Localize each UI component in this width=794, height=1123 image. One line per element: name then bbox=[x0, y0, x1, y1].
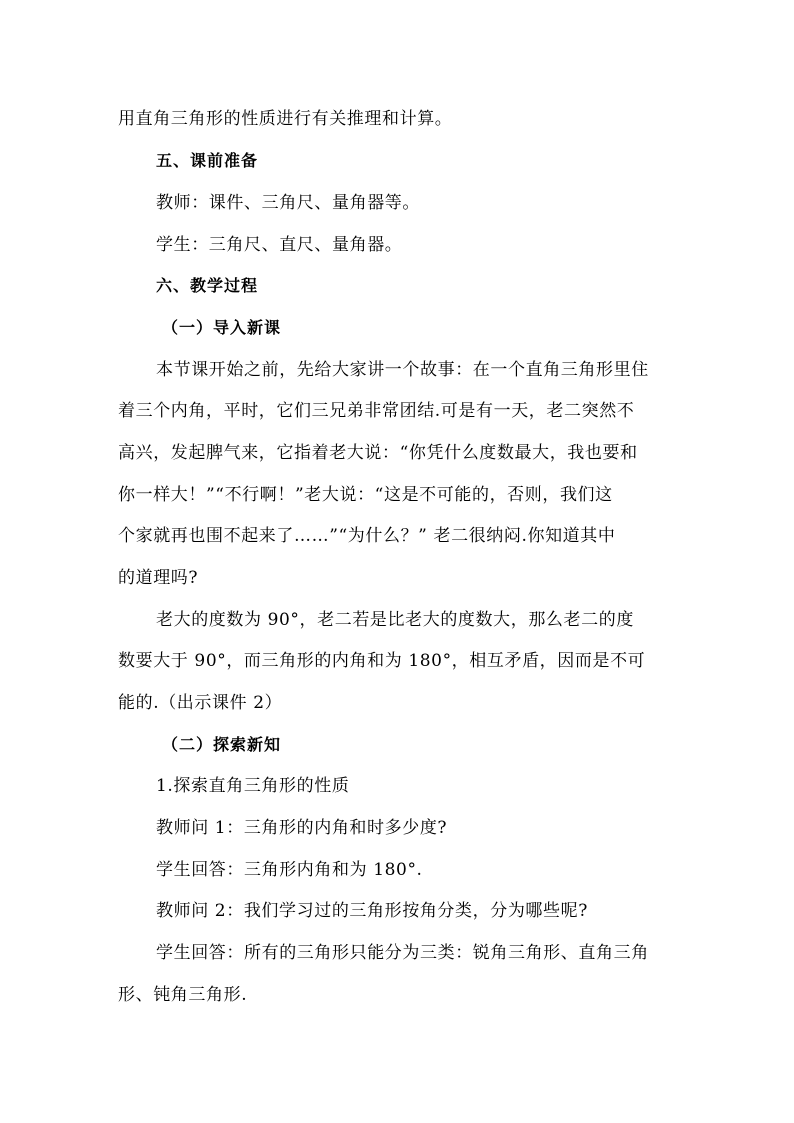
section-heading-preparation: 五、课前准备 bbox=[156, 151, 259, 170]
paragraph-line: 1.探索直角三角形的性质 bbox=[156, 776, 350, 796]
paragraph-line: 学生回答：所有的三角形只能分为三类：锐角三角形、直角三角 bbox=[156, 943, 649, 963]
paragraph-line: 能的.（出示课件 2） bbox=[118, 693, 283, 713]
paragraph-line: 教师问 2：我们学习过的三角形按角分类，分为哪些呢? bbox=[156, 901, 588, 921]
paragraph-line: 你一样大！”“不行啊！”老大说：“这是不可能的，否则，我们这 bbox=[118, 485, 613, 505]
paragraph-line: 教师问 1：三角形的内角和时多少度? bbox=[156, 818, 448, 838]
subsection-heading-intro: （一）导入新课 bbox=[162, 318, 282, 337]
paragraph-line: 教师：课件、三角尺、量角器等。 bbox=[156, 193, 420, 213]
subsection-heading-explore: （二）探索新知 bbox=[162, 735, 282, 754]
paragraph-line: 老大的度数为 90°，老二若是比老大的度数大，那么老二的度 bbox=[156, 610, 634, 630]
paragraph-line: 学生回答：三角形内角和为 180°. bbox=[156, 860, 423, 880]
paragraph-line: 个家就再也围不起来了……”“为什么？” 老二很纳闷.你知道其中 bbox=[118, 526, 616, 546]
paragraph-line: 形、钝角三角形. bbox=[118, 985, 248, 1005]
paragraph-line: 本节课开始之前，先给大家讲一个故事：在一个直角三角形里住 bbox=[156, 360, 649, 380]
paragraph-line: 着三个内角，平时，它们三兄弟非常团结.可是有一天，老二突然不 bbox=[118, 401, 635, 421]
paragraph-line: 数要大于 90°，而三角形的内角和为 180°，相互矛盾，因而是不可 bbox=[118, 651, 646, 671]
paragraph-line: 学生：三角尺、直尺、量角器。 bbox=[156, 235, 403, 255]
paragraph-line: 的道理吗? bbox=[118, 568, 199, 588]
paragraph-line: 高兴，发起脾气来，它指着老大说：“你凭什么度数最大，我也要和 bbox=[118, 443, 638, 463]
paragraph-line: 用直角三角形的性质进行有关推理和计算。 bbox=[118, 109, 453, 129]
section-heading-process: 六、教学过程 bbox=[156, 276, 259, 295]
